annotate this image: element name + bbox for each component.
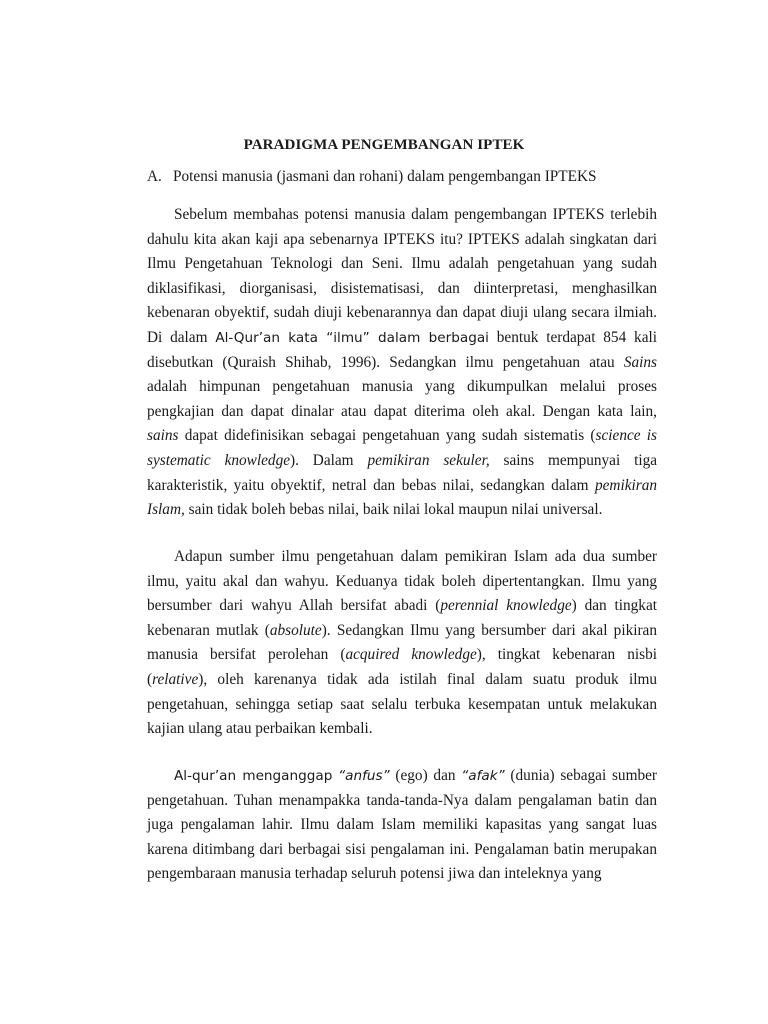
text-run: ( bbox=[147, 670, 153, 688]
text-line bbox=[147, 326, 657, 351]
text-run: adalah himpunan pengetahuan manusia yang dikumpulkan melalui proses bbox=[147, 378, 657, 396]
text-run: dahulu kita akan kaji apa sebenarnya IPTEKS itu? IPTEKS adalah singkatan dari bbox=[147, 230, 657, 248]
text-line bbox=[147, 277, 657, 302]
text-line bbox=[147, 375, 657, 400]
paragraph bbox=[147, 203, 657, 523]
styled-text-run: absolute bbox=[269, 621, 322, 639]
text-run: pengetahuan, sehingga setiap saat selalu terbuka kesempatan untuk melakukan bbox=[147, 695, 657, 713]
text-run: pengetahuan. Tuhan menampakka tanda-tanda-Nya dalam pengalaman batin dan bbox=[147, 791, 657, 809]
text-line bbox=[147, 862, 657, 887]
text-line bbox=[147, 424, 657, 449]
text-run: juga pengalaman lahir. Ilmu dalam Islam memiliki kapasitas yang sangat luas bbox=[147, 816, 657, 834]
styled-text-run: pemikiran sekuler, bbox=[367, 451, 490, 469]
styled-text-run: Islam, bbox=[147, 501, 185, 519]
styled-text-run: perennial knowledge bbox=[440, 597, 572, 615]
styled-text-run: relative bbox=[152, 670, 199, 688]
text-run: karena ditimbang dari berbagai sisi pengalaman ini. Pengalaman batin merupakan bbox=[147, 840, 657, 858]
text-line bbox=[147, 789, 657, 814]
styled-text-run: pemikiran bbox=[594, 476, 657, 494]
text-line bbox=[147, 498, 657, 523]
paragraph bbox=[147, 545, 657, 742]
section-heading-text: Potensi manusia (jasmani dan rohani) dalam pengembangan IPTEKS bbox=[173, 168, 597, 185]
text-run: kajian ulang atau perbaikan kembali. bbox=[147, 720, 373, 738]
text-line bbox=[147, 301, 657, 326]
text-line bbox=[147, 474, 657, 499]
text-run: ) dan tingkat bbox=[571, 597, 657, 615]
text-line bbox=[147, 570, 657, 595]
text-run: manusia bersifat perolehan ( bbox=[147, 646, 346, 664]
section-number: A. bbox=[147, 168, 162, 185]
text-line bbox=[147, 643, 657, 668]
text-run: bentuk terdapat 854 kali bbox=[488, 328, 657, 346]
text-run: Ilmu Pengetahuan Teknologi dan Seni. Ilmu adalah pengetahuan yang sudah bbox=[147, 255, 657, 273]
text-run: ). Sedangkan Ilmu yang bersumber dari akal pikiran bbox=[321, 621, 657, 639]
text-run: Sebelum membahas potensi manusia dalam pengembangan IPTEKS terlebih bbox=[174, 206, 657, 223]
text-run: Adapun sumber ilmu pengetahuan dalam pemikiran Islam ada dua sumber bbox=[174, 548, 657, 565]
text-run: ). Dalam bbox=[290, 451, 368, 469]
document-title: PARADIGMA PENGEMBANGAN IPTEK bbox=[243, 137, 525, 153]
text-run: ), oleh karenanya tidak ada istilah final dalam suatu produk ilmu bbox=[198, 670, 657, 688]
styled-text-run: acquired knowledge bbox=[345, 646, 477, 664]
text-run: (ego) dan bbox=[389, 767, 462, 784]
text-run: (dunia) sebagai sumber bbox=[504, 767, 658, 784]
text-line bbox=[147, 717, 657, 742]
text-line bbox=[147, 252, 657, 277]
paragraph bbox=[147, 764, 657, 887]
text-line bbox=[147, 764, 657, 789]
styled-text-run: “anfus” bbox=[338, 768, 390, 784]
text-run: sain tidak boleh bebas nilai, baik nilai lokal maupun nilai universal. bbox=[184, 501, 603, 519]
text-run: ), tingkat kebenaran nisbi bbox=[476, 646, 657, 664]
section-heading bbox=[147, 168, 667, 186]
text-line bbox=[147, 693, 657, 718]
styled-text-run: science is bbox=[595, 427, 658, 445]
styled-text-run: Sains bbox=[623, 353, 657, 371]
text-line bbox=[147, 813, 657, 838]
text-run: disebutkan (Quraish Shihab, 1996). Sedangkan ilmu pengetahuan atau bbox=[147, 353, 624, 371]
text-line bbox=[147, 838, 657, 863]
text-run: Di dalam bbox=[147, 328, 216, 346]
text-run: dapat didefinisikan sebagai pengetahuan yang sudah sistematis ( bbox=[178, 427, 596, 445]
text-run: pengembaraan manusia terhadap seluruh potensi jiwa dan inteleknya yang bbox=[147, 865, 602, 883]
styled-text-run: “afak” bbox=[461, 768, 505, 784]
text-run: sains mempunyai tiga bbox=[489, 451, 658, 469]
text-line bbox=[147, 545, 657, 570]
text-line bbox=[147, 203, 657, 228]
text-run: ilmu, yaitu akal dan wahyu. Keduanya tidak boleh dipertentangkan. Ilmu yang bbox=[147, 572, 657, 590]
text-line bbox=[147, 228, 657, 253]
styled-text-run: Al-Qur’an kata “ilmu” dalam berbagai bbox=[215, 329, 489, 346]
styled-text-run: sains bbox=[147, 427, 179, 445]
text-run: pengkajian dan dapat dinalar atau dapat diterima oleh akal. Dengan kata lain, bbox=[147, 402, 657, 420]
text-run: bersumber dari wahyu Allah bersifat abadi ( bbox=[147, 597, 441, 615]
text-line bbox=[147, 400, 657, 425]
text-run: diklasifikasi, diorganisasi, disistematisasi, dan diinterpretasi, menghasilkan bbox=[147, 279, 657, 297]
text-line bbox=[147, 668, 657, 693]
text-run: karakteristik, yaitu obyektif, netral dan bebas nilai, sedangkan dalam bbox=[147, 476, 595, 494]
text-run: kebenaran obyektif, sudah diuji kebenarannya dan dapat diuji ulang secara ilmiah. bbox=[147, 304, 657, 322]
styled-text-run: systematic knowledge bbox=[147, 451, 291, 469]
styled-text-run: Al-qur’an menganggap bbox=[174, 768, 333, 784]
text-run: kebenaran mutlak ( bbox=[147, 621, 270, 639]
text-line bbox=[147, 449, 657, 474]
text-line bbox=[147, 351, 657, 376]
text-line bbox=[147, 594, 657, 619]
text-line bbox=[147, 619, 657, 644]
